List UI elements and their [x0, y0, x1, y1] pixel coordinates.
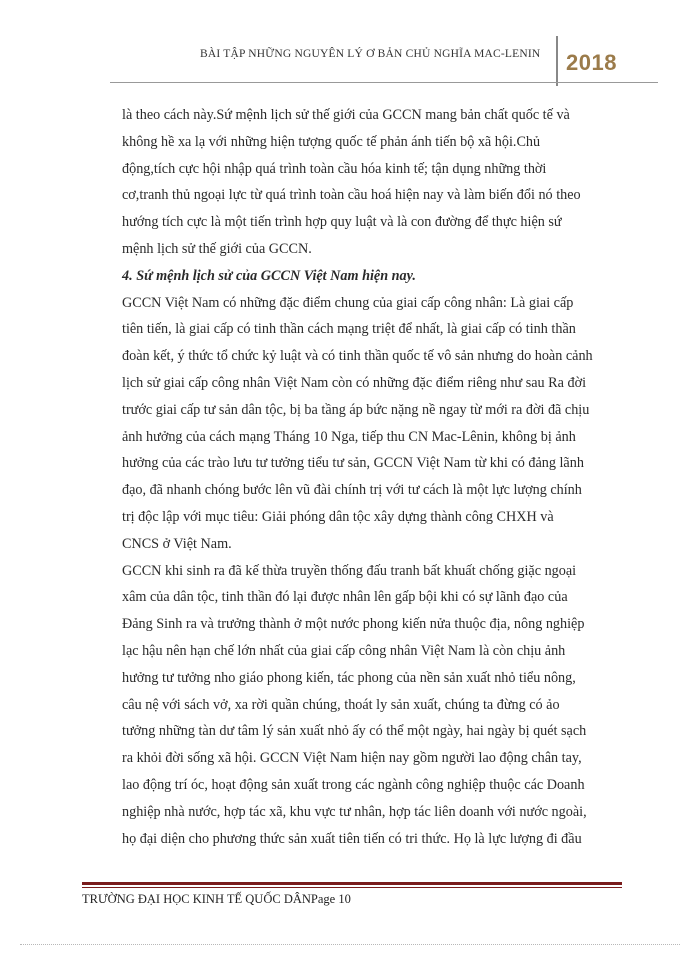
- paragraph-line: cơ,tranh thủ ngoại lực từ quá trình toàn cầu hoá hiện nay và làm biến đổi nó theo: [122, 187, 581, 204]
- header-divider: [556, 36, 558, 86]
- paragraph-line: tưởng những tàn dư tâm lý sản xuất nhỏ ấy có thể một ngày, hai ngày bị quét sạch: [122, 723, 587, 740]
- header-title: BÀI TẬP NHỮNG NGUYÊN LÝ Ơ BẢN CHỦ NGHĨA MAC-LENIN: [200, 48, 541, 60]
- paragraph-line: động,tích cực hội nhập quá trình toàn cầu hóa kinh tế; tận dụng những thời: [122, 160, 547, 177]
- footer: [82, 892, 351, 907]
- paragraph-line: ra khỏi đời sống xã hội. GCCN Việt Nam hiện nay gồm người lao động chân tay,: [122, 750, 582, 767]
- paragraph-line: trước giai cấp tư sản dân tộc, bị ba tầng áp bức nặng nề ngay từ mới ra đời đã chịu: [122, 401, 590, 418]
- footer-rule: [82, 882, 622, 885]
- paragraph-line: mệnh lịch sử thế giới của GCCN.: [122, 240, 312, 257]
- paragraph-line: là theo cách này.Sứ mệnh lịch sử thế giới của GCCN mang bản chất quốc tế và: [122, 107, 570, 123]
- page-bottom-border: [20, 944, 680, 945]
- paragraph-line: ảnh hưởng của cách mạng Tháng 10 Nga, tiếp thu CN Mac-Lênin, không bị ảnh: [122, 428, 576, 445]
- paragraph-line: trị độc lập với mục tiêu: Giải phóng dân tộc xây dựng thành công CHXH và: [122, 508, 554, 525]
- paragraph-line: lạc hậu nên hạn chế lớn nhất của giai cấp công nhân Việt Nam là còn chịu ảnh: [122, 642, 566, 659]
- paragraph-line: Đảng Sinh ra và trưởng thành ở một nước phong kiến nửa thuộc địa, nông nghiệp: [122, 616, 585, 633]
- paragraph-line: họ đại diện cho phương thức sản xuất tiên tiến có tri thức. Họ là lực lượng đi đầu: [122, 830, 582, 847]
- section-heading: 4. Sứ mệnh lịch sử của GCCN Việt Nam hiện nay.: [122, 267, 416, 284]
- header-underline: [110, 82, 658, 83]
- footer-page-number: Page 10: [310, 892, 351, 906]
- paragraph-line: lịch sử giai cấp công nhân Việt Nam còn có những đặc điểm riêng như sau Ra đời: [122, 374, 587, 391]
- paragraph-line: đoàn kết, ý thức tổ chức kỷ luật và có tinh thần quốc tế vô sản nhưng do hoàn cảnh: [122, 348, 593, 365]
- paragraph-line: GCCN khi sinh ra đã kế thừa truyền thống đấu tranh bất khuất chống giặc ngoại: [122, 562, 577, 579]
- paragraph-line: nghiệp nhà nước, hợp tác xã, khu vực tư nhân, hợp tác liên doanh với nước ngoài,: [122, 803, 587, 820]
- paragraph-line: hướng tích cực là một tiến trình hợp quy luật và là con đường để thực hiện sứ: [122, 214, 562, 231]
- paragraph-line: hưởng tư tưởng nho giáo phong kiến, tác phong của nền sản xuất nhỏ tiểu nông,: [122, 669, 576, 686]
- paragraph-line: hưởng của các trào lưu tư tưởng tiểu tư sản, GCCN Việt Nam từ khi có đảng lãnh: [122, 455, 584, 472]
- footer-rule-thin: [82, 887, 622, 888]
- header-year: 2018: [566, 50, 617, 75]
- paragraph-line: đạo, đã nhanh chóng bước lên vũ đài chính trị với tư cách là một lực lượng chính: [122, 482, 582, 499]
- paragraph-line: câu nệ với sách vở, xa rời quần chúng, thoát ly sản xuất, chúng ta đừng có ảo: [122, 696, 560, 713]
- paragraph-line: tiên tiến, là giai cấp có tinh thần cách mạng triệt để nhất, là giai cấp có tinh thần: [122, 321, 576, 338]
- paragraph-line: xâm của dân tộc, tinh thần đó lại được nhân lên gấp bội khi có sự lãnh đạo của: [122, 589, 568, 606]
- paragraph-line: CNCS ở Việt Nam.: [122, 535, 232, 552]
- paragraph-line: lao động trí óc, hoạt động sản xuất trong các ngành công nghiệp thuộc các Doanh: [122, 776, 585, 793]
- footer-school: TRƯỜNG ĐẠI HỌC KINH TẾ QUỐC DÂN: [82, 892, 311, 906]
- body-text: [122, 102, 630, 852]
- paragraph-line: không hề xa lạ với những hiện tượng quốc tế phản ánh tiến bộ xã hội.Chủ: [122, 133, 541, 150]
- paragraph-line: GCCN Việt Nam có những đặc điểm chung của giai cấp công nhân: Là giai cấp: [122, 294, 574, 311]
